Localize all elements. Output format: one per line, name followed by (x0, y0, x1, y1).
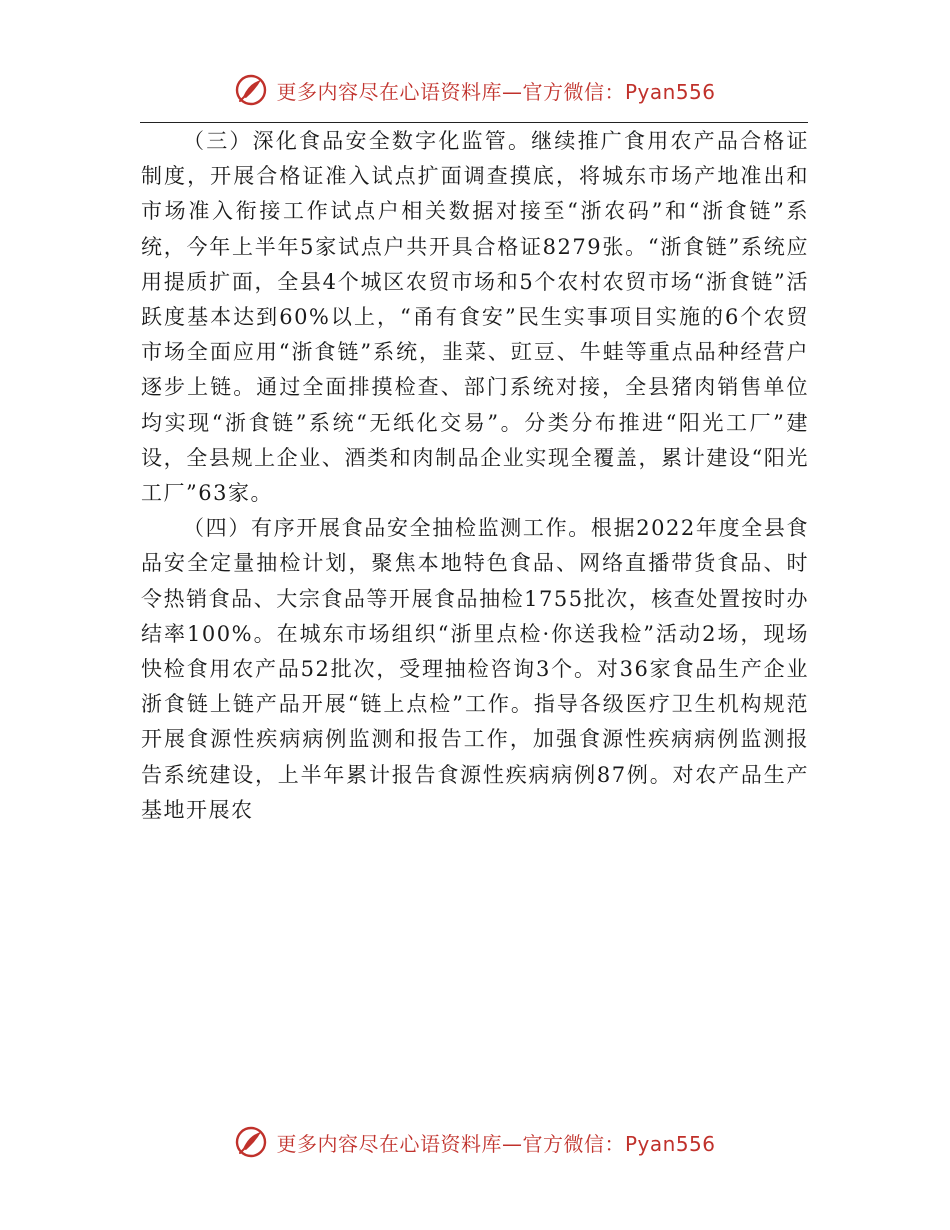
document-body (141, 124, 809, 828)
brand-logo-icon (234, 73, 268, 107)
watermark-account: Pyan556 (624, 1131, 716, 1156)
header-divider (140, 122, 808, 123)
watermark-account: Pyan556 (624, 79, 716, 104)
watermark-label: 更多内容尽在心语资料库—官方微信： (276, 79, 625, 104)
paragraph: （三）深化食品安全数字化监管。继续推广食用农产品合格证制度，开展合格证准入试点扩面调查摸底，将城东市场产地准出和市场准入衔接工作试点户相关数据对接至“浙农码”和“浙食链”系统，今年上半年5家试点户共开具合格证8279张。“浙食链”系统应用提质扩面，全县4个城区农贸市场和5个农村农贸市场“浙食链”活跃度基本达到60%以上，“甬有食安”民生实事项目实施的6个农贸市场全面应用“浙食链”系统，韭菜、豇豆、牛蛙等重点品种经营户逐步上链。通过全面排摸检查、部门系统对接，全县猪肉销售单位均实现“浙食链”系统“无纸化交易”。分类分布推进“阳光工厂”建设，全县规上企业、酒类和肉制品企业实现全覆盖，累计建设“阳光工厂”63家。 (141, 129, 809, 506)
watermark-text (276, 76, 715, 105)
brand-logo-icon (234, 1125, 268, 1159)
paragraph: （四）有序开展食品安全抽检监测工作。根据2022年度全县食品安全定量抽检计划，聚焦本地特色食品、网络直播带货食品、时令热销食品、大宗食品等开展食品抽检1755批次，核查处置按时办结率100%。在城东市场组织“浙里点检·你送我检”活动2场，现场快检食用农产品52批次，受理抽检咨询3个。对36家食品生产企业浙食链上链产品开展“链上点检”工作。指导各级医疗卫生机构规范开展食源性疾病病例监测和报告工作，加强食源性疾病病例监测报告系统建设，上半年累计报告食源性疾病病例87例。对农产品生产基地开展农 (141, 516, 809, 822)
watermark-text (276, 1128, 715, 1157)
footer-watermark (0, 1122, 950, 1162)
watermark-label: 更多内容尽在心语资料库—官方微信： (276, 1131, 625, 1156)
header-watermark (0, 70, 950, 110)
